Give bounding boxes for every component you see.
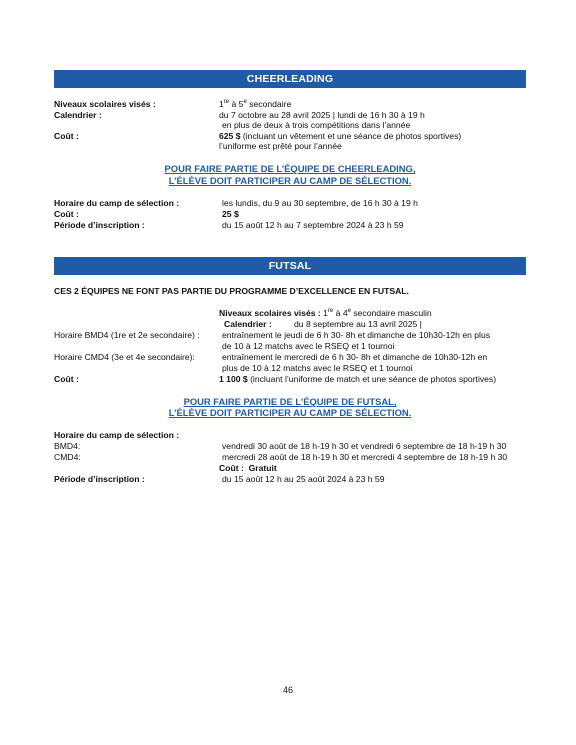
futsal-bmd4-line1: entraînement le jeudi de 6 h 30- 8h et dimanche de 10h30-12h en plus <box>222 330 491 340</box>
futsal-cost-label: Coût : <box>54 374 79 384</box>
futsal-banner: FUTSAL <box>54 257 526 275</box>
cheer-selection-link-line2[interactable]: L’ÉLÈVE DOIT PARTICIPER AU CAMP DE SÉLECTION. <box>168 175 412 186</box>
cheer-selection-link-line1[interactable]: POUR FAIRE PARTIE DE L’ÉQUIPE DE CHEERLEADING, <box>164 163 416 174</box>
futsal-selection-link-line2[interactable]: L’ÉLÈVE DOIT PARTICIPER AU CAMP DE SÉLECTION. <box>168 407 412 418</box>
futsal-bmd4-line2: de 10 à 12 matchs avec le RSEQ et 1 tournoi <box>222 341 395 351</box>
cheer-period-label: Période d’inscription : <box>54 220 145 230</box>
futsal-cmd4-label: Horaire CMD4 (3e et 4e secondaire): <box>54 352 195 362</box>
futsal-camp-bmd4-label: BMD4: <box>54 441 81 451</box>
futsal-camp-cmd4-label: CMD4: <box>54 452 81 462</box>
cheer-camp-label: Horaire du camp de sélection : <box>54 198 180 208</box>
cheer-camp-value: les lundis, du 9 au 30 septembre, de 16 h 30 à 19 h <box>222 198 418 208</box>
cheer-calendar-line1: du 7 octobre au 28 avril 2025 | lundi de 16 h 30 à 19 h <box>219 110 425 120</box>
cheer-period-value: du 15 août 12 h au 7 septembre 2024 à 23 h 59 <box>222 220 404 230</box>
futsal-calendar-value: du 8 septembre au 13 avril 2025 | <box>294 319 422 329</box>
futsal-cmd4-line1: entraînement le mercredi de 6 h 30- 8h et dimanche de 10h30-12h en <box>222 352 488 362</box>
cheer-calendar-line2: en plus de deux à trois compétitions dans l’année <box>222 120 411 130</box>
cheer-cost-line2: l’uniforme est prêté pour l’année <box>219 141 342 151</box>
cheer-cost-value: 625 $ (incluant un vêtement et une séance de photos sportives) <box>219 131 462 141</box>
futsal-camp-label: Horaire du camp de sélection : <box>54 430 180 440</box>
futsal-period-value: du 15 août 12 h au 25 août 2024 à 23 h 59 <box>222 474 385 484</box>
futsal-selection-link-line1[interactable]: POUR FAIRE PARTIE DE L’ÉQUIPE DE FUTSAL, <box>183 396 397 407</box>
futsal-notice: CES 2 ÉQUIPES NE FONT PAS PARTIE DU PROGRAMME D’EXCELLENCE EN FUTSAL. <box>54 286 409 296</box>
cheer-levels-label: Niveaux scolaires visés : <box>54 99 156 109</box>
futsal-period-label: Période d’inscription : <box>54 474 145 484</box>
cheer-cost-label: Coût : <box>54 131 79 141</box>
cheer-levels-value: 1re à 5e secondaire <box>219 99 292 109</box>
futsal-camp-cost: Coût : Gratuit <box>219 463 277 473</box>
futsal-bmd4-label: Horaire BMD4 (1re et 2e secondaire) : <box>54 330 200 340</box>
futsal-camp-bmd4-value: vendredi 30 août de 18 h-19 h 30 et vendredi 6 septembre de 18 h-19 h 30 <box>222 441 507 451</box>
cheer-camp-cost-label: Coût : <box>54 209 79 219</box>
futsal-cost-value: 1 100 $ (incluant l’uniforme de match et une séance de photos sportives) <box>219 374 497 384</box>
page-number: 46 <box>282 685 293 695</box>
futsal-calendar-label: Calendrier : <box>224 319 272 329</box>
cheer-calendar-label: Calendrier : <box>54 110 102 120</box>
futsal-cmd4-line2: plus de 10 à 12 matchs avec le RSEQ et 1 tournoi <box>222 363 413 373</box>
cheer-camp-cost-value: 25 $ <box>222 209 239 219</box>
futsal-levels: Niveaux scolaires visés : 1re à 4e secondaire masculin <box>219 308 432 318</box>
cheerleading-banner: CHEERLEADING <box>54 70 526 88</box>
futsal-camp-cmd4-value: mercredi 28 août de 18 h-19 h 30 et mercredi 4 septembre de 18 h-19 h 30 <box>222 452 508 462</box>
